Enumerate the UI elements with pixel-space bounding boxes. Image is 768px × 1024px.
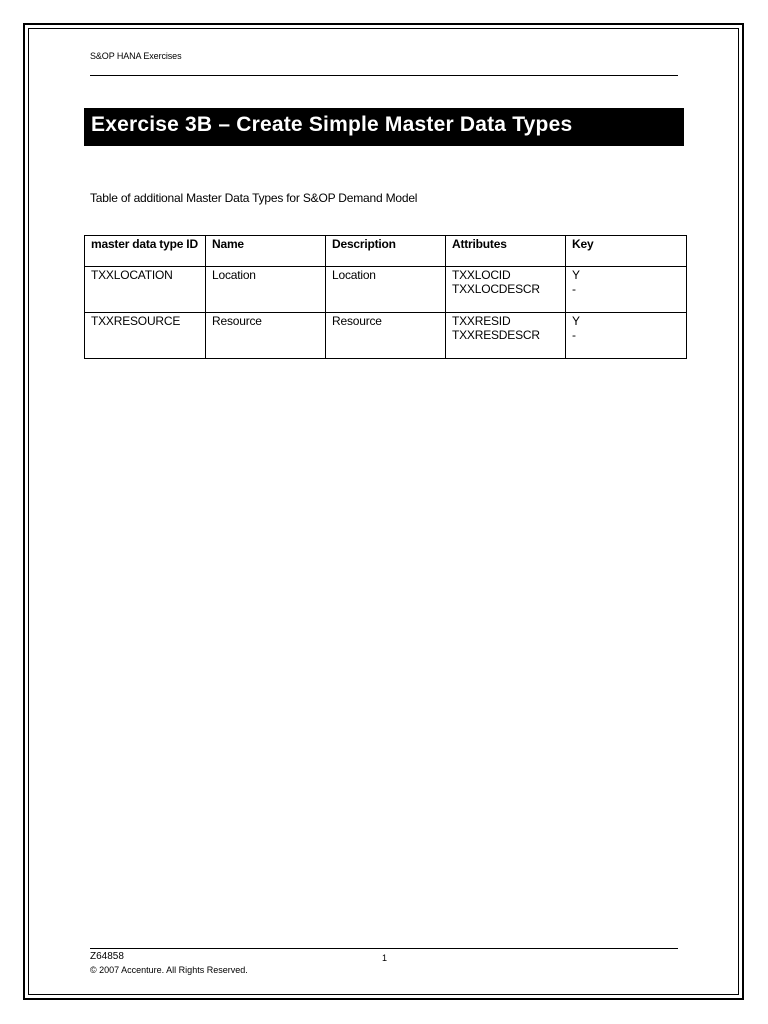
cell-attributes	[446, 267, 566, 313]
cell-attributes	[446, 313, 566, 359]
footer-divider	[90, 948, 678, 949]
cell-description: Location	[326, 267, 446, 313]
column-header-key: Key	[566, 236, 687, 267]
key-value: -	[572, 282, 576, 296]
cell-id: TXXRESOURCE	[85, 313, 206, 359]
header-divider	[90, 75, 678, 76]
table-row	[85, 313, 687, 359]
cell-name: Location	[206, 267, 326, 313]
cell-key	[566, 313, 687, 359]
column-header-description: Description	[326, 236, 446, 267]
footer-document-id: Z64858	[90, 951, 124, 962]
cell-key	[566, 267, 687, 313]
attribute-value: TXXRESDESCR	[452, 328, 540, 342]
table-header-row	[85, 236, 687, 267]
column-header-id: master data type ID	[85, 236, 206, 267]
exercise-title: Exercise 3B – Create Simple Master Data Types	[91, 113, 573, 136]
key-value: Y	[572, 268, 580, 282]
running-header: S&OP HANA Exercises	[90, 51, 182, 61]
cell-name: Resource	[206, 313, 326, 359]
table-row	[85, 267, 687, 313]
cell-id: TXXLOCATION	[85, 267, 206, 313]
column-header-attributes: Attributes	[446, 236, 566, 267]
footer-copyright: © 2007 Accenture. All Rights Reserved.	[90, 965, 248, 975]
cell-description: Resource	[326, 313, 446, 359]
footer-page-number: 1	[382, 953, 388, 963]
key-value: Y	[572, 314, 580, 328]
master-data-types-table	[84, 235, 687, 359]
attribute-value: TXXRESID	[452, 314, 511, 328]
column-header-name: Name	[206, 236, 326, 267]
attribute-value: TXXLOCDESCR	[452, 282, 540, 296]
key-value: -	[572, 328, 576, 342]
table-intro-text: Table of additional Master Data Types for S&OP Demand Model	[90, 191, 418, 205]
attribute-value: TXXLOCID	[452, 268, 511, 282]
page-border-inner	[28, 28, 739, 995]
exercise-title-bar	[84, 108, 684, 146]
